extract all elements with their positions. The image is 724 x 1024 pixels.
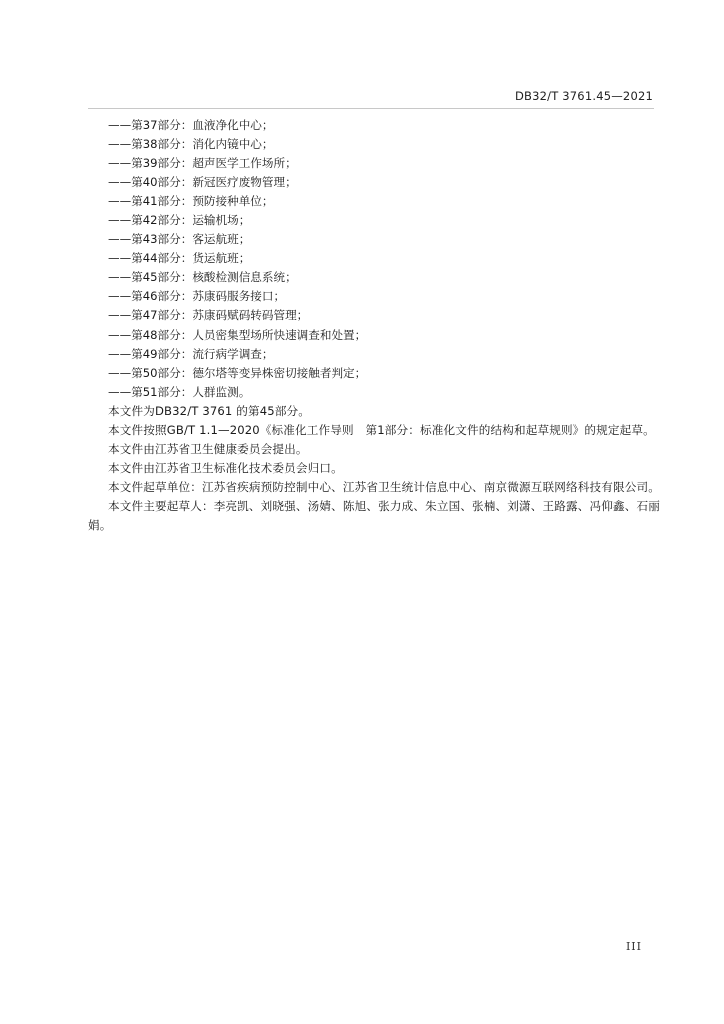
part-statement-paragraph: 本文件为DB32/T 3761 的第45部分。 xyxy=(108,403,311,418)
part-list-item: ——第45部分：核酸检测信息系统； xyxy=(108,270,297,285)
part-list-item: ——第44部分：货运航班； xyxy=(108,251,251,266)
page-number: III xyxy=(625,940,642,953)
part-list-item: ——第38部分：消化内镜中心； xyxy=(108,137,274,152)
header-divider xyxy=(88,108,654,109)
proposer-paragraph: 本文件由江苏省卫生健康委员会提出。 xyxy=(108,441,308,456)
part-list-item: ——第42部分：运输机场； xyxy=(108,213,251,228)
part-list-item: ——第43部分：客运航班； xyxy=(108,232,251,247)
document-number-header: DB32/T 3761.45—2021 xyxy=(514,89,653,103)
part-list-item: ——第50部分：德尔塔等变异株密切接触者判定； xyxy=(108,365,367,380)
part-list-item: ——第51部分：人群监测。 xyxy=(108,384,251,399)
part-list-item: ——第39部分：超声医学工作场所； xyxy=(108,156,297,171)
part-list-item: ——第48部分：人员密集型场所快速调查和处置； xyxy=(108,327,367,342)
drafting-rules-paragraph: 本文件按照GB/T 1.1—2020《标准化工作导则 第1部分：标准化文件的结构和起草规则》的规定起草。 xyxy=(108,422,655,437)
part-list-item: ——第40部分：新冠医疗废物管理； xyxy=(108,175,297,190)
part-list-item: ——第47部分：苏康码赋码转码管理； xyxy=(108,308,309,323)
part-list-item: ——第41部分：预防接种单位； xyxy=(108,194,274,209)
drafters-paragraph: 本文件主要起草人：李亮凯、刘晓强、汤婧、陈旭、张力成、朱立国、张楠、刘潇、王路露、冯仰鑫、石丽娟。 xyxy=(88,498,660,532)
part-list-item: ——第49部分：流行病学调查； xyxy=(108,346,274,361)
part-list-item: ——第46部分：苏康码服务接口； xyxy=(108,289,286,304)
drafting-units-paragraph: 本文件起草单位：江苏省疾病预防控制中心、江苏省卫生统计信息中心、南京微源互联网络科技有限公司。 xyxy=(108,479,660,494)
foreword-body xyxy=(88,116,662,535)
part-list-item: ——第37部分：血液净化中心； xyxy=(108,118,274,132)
custodian-paragraph: 本文件由江苏省卫生标准化技术委员会归口。 xyxy=(108,460,343,475)
